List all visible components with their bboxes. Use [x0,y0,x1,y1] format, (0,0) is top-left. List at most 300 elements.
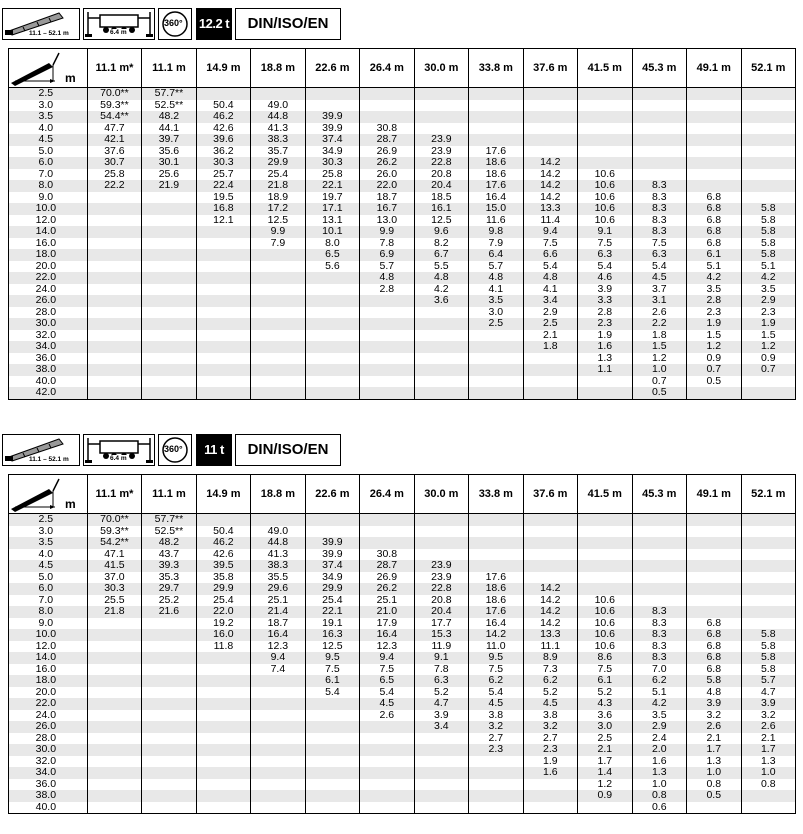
radius-boom-corner [9,49,88,88]
table-row [9,560,796,572]
capacity-cell [741,790,796,802]
capacity-cell: 11.6 [469,215,523,227]
capacity-cell [87,249,141,261]
chart-header [0,0,803,42]
capacity-cell: 34.9 [305,572,359,584]
capacity-cell: 2.7 [523,733,577,745]
capacity-cell [87,353,141,365]
capacity-cell: 6.8 [687,226,741,238]
capacity-cell: 9.8 [469,226,523,238]
capacity-cell: 5.8 [741,226,796,238]
capacity-cell: 54.4** [87,111,141,123]
capacity-cell: 17.9 [360,618,414,630]
capacity-cell: 2.5 [523,318,577,330]
capacity-cell: 6.3 [414,675,468,687]
boom-length-header: 30.0 m [414,49,468,88]
capacity-cell: 22.0 [196,606,250,618]
table-row [9,779,796,791]
capacity-cell: 16.7 [360,203,414,215]
table-row [9,123,796,135]
capacity-cell [687,802,741,814]
capacity-cell: 2.1 [523,330,577,342]
capacity-cell [687,387,741,399]
capacity-cell: 1.7 [741,744,796,756]
radius-cell: 10.0 [9,203,88,215]
capacity-cell [196,341,250,353]
capacity-cell: 20.4 [414,606,468,618]
capacity-cell [142,295,196,307]
capacity-cell [360,111,414,123]
capacity-cell: 25.2 [142,595,196,607]
capacity-cell [305,376,359,388]
capacity-cell [305,318,359,330]
capacity-cell: 6.8 [687,664,741,676]
capacity-cell: 6.1 [687,249,741,261]
capacity-cell [469,330,523,342]
capacity-cell: 25.4 [251,169,305,181]
capacity-cell: 18.6 [469,583,523,595]
capacity-cell: 18.7 [360,192,414,204]
capacity-cell [360,376,414,388]
radius-cell: 9.0 [9,192,88,204]
radius-cell: 24.0 [9,284,88,296]
radius-cell: 3.0 [9,526,88,538]
capacity-cell: 25.8 [305,169,359,181]
capacity-cell: 26.9 [360,572,414,584]
radius-unit: m [65,497,76,511]
capacity-cell [578,123,632,135]
capacity-cell: 0.5 [687,790,741,802]
capacity-cell: 5.2 [414,687,468,699]
capacity-cell: 12.5 [251,215,305,227]
capacity-cell [741,387,796,399]
capacity-cell: 6.8 [687,652,741,664]
capacity-cell [142,802,196,814]
capacity-cell [251,767,305,779]
capacity-cell: 59.3** [87,100,141,112]
capacity-cell: 2.9 [523,307,577,319]
capacity-cell [741,583,796,595]
capacity-cell [741,157,796,169]
radius-cell: 4.0 [9,549,88,561]
capacity-cell [251,387,305,399]
capacity-cell: 0.5 [687,376,741,388]
capacity-cell [87,192,141,204]
capacity-cell: 22.1 [305,606,359,618]
capacity-cell [196,226,250,238]
radius-cell: 28.0 [9,307,88,319]
capacity-cell: 7.8 [360,238,414,250]
capacity-cell [523,514,577,526]
capacity-cell: 9.4 [360,652,414,664]
capacity-cell [196,284,250,296]
capacity-cell: 10.6 [578,169,632,181]
capacity-cell: 5.4 [469,687,523,699]
capacity-cell: 4.8 [523,272,577,284]
capacity-cell [251,514,305,526]
capacity-cell: 30.1 [142,157,196,169]
radius-cell: 26.0 [9,721,88,733]
boom-length-header: 37.6 m [523,49,577,88]
capacity-cell [251,756,305,768]
boom-length-header: 49.1 m [687,49,741,88]
standard-label: DIN/ISO/EN [235,434,341,466]
capacity-cell: 8.3 [632,652,686,664]
capacity-cell: 8.3 [632,203,686,215]
capacity-cell: 5.8 [741,664,796,676]
capacity-cell: 13.3 [523,629,577,641]
boom-length-header: 52.1 m [741,475,796,514]
capacity-cell [196,710,250,722]
radius-cell: 9.0 [9,618,88,630]
capacity-cell: 13.3 [523,203,577,215]
capacity-cell: 8.3 [632,606,686,618]
capacity-cell [196,721,250,733]
capacity-cell: 2.6 [632,307,686,319]
capacity-cell [251,249,305,261]
radius-cell: 36.0 [9,779,88,791]
boom-length-header: 49.1 m [687,475,741,514]
capacity-cell [741,180,796,192]
capacity-cell: 3.7 [632,284,686,296]
capacity-cell [142,767,196,779]
capacity-cell: 30.3 [87,583,141,595]
capacity-cell [414,514,468,526]
capacity-cell [87,618,141,630]
slewing-range-icon [158,434,192,466]
capacity-cell [469,134,523,146]
capacity-cell [251,330,305,342]
capacity-cell: 1.8 [632,330,686,342]
table-row [9,157,796,169]
capacity-cell [87,284,141,296]
capacity-cell: 2.9 [632,721,686,733]
capacity-cell [578,537,632,549]
capacity-cell [632,583,686,595]
capacity-cell: 16.4 [251,629,305,641]
capacity-cell: 25.4 [305,595,359,607]
radius-cell: 38.0 [9,790,88,802]
boom-length-header: 14.9 m [196,475,250,514]
radius-cell: 3.0 [9,100,88,112]
capacity-cell [142,664,196,676]
radius-cell: 4.5 [9,134,88,146]
capacity-cell [687,134,741,146]
capacity-cell [142,710,196,722]
capacity-cell [305,341,359,353]
capacity-cell [87,767,141,779]
table-row [9,353,796,365]
radius-cell: 28.0 [9,733,88,745]
capacity-cell [741,606,796,618]
table-row [9,641,796,653]
capacity-cell: 8.3 [632,226,686,238]
capacity-cell: 41.5 [87,560,141,572]
capacity-cell [142,675,196,687]
capacity-cell [87,295,141,307]
capacity-cell: 14.2 [469,629,523,641]
capacity-cell: 4.8 [687,687,741,699]
capacity-cell: 4.7 [414,698,468,710]
capacity-cell: 9.1 [578,226,632,238]
capacity-cell [360,387,414,399]
capacity-cell [87,790,141,802]
capacity-cell: 1.4 [578,767,632,779]
capacity-cell: 0.6 [632,802,686,814]
capacity-cell [741,134,796,146]
capacity-cell: 4.1 [523,284,577,296]
table-row [9,376,796,388]
capacity-cell [196,744,250,756]
capacity-cell [196,330,250,342]
capacity-cell [251,779,305,791]
capacity-cell [414,318,468,330]
capacity-cell [142,387,196,399]
capacity-cell [469,767,523,779]
capacity-cell: 29.9 [196,583,250,595]
table-row [9,318,796,330]
capacity-cell: 5.4 [632,261,686,273]
capacity-cell: 4.8 [414,272,468,284]
capacity-cell [414,100,468,112]
capacity-cell: 18.5 [414,192,468,204]
capacity-cell: 39.9 [305,549,359,561]
capacity-cell [469,790,523,802]
capacity-cell [741,376,796,388]
table-row [9,169,796,181]
capacity-cell: 3.9 [414,710,468,722]
capacity-cell: 4.8 [360,272,414,284]
capacity-cell: 10.6 [578,215,632,227]
table-row [9,180,796,192]
load-chart-12-2t [0,0,803,398]
capacity-cell [741,537,796,549]
capacity-cell: 17.2 [251,203,305,215]
capacity-cell: 44.1 [142,123,196,135]
capacity-cell: 3.8 [469,710,523,722]
capacity-cell [142,192,196,204]
capacity-cell: 39.9 [305,111,359,123]
capacity-cell [87,652,141,664]
capacity-cell: 39.9 [305,123,359,135]
capacity-cell: 3.2 [469,721,523,733]
capacity-cell [414,756,468,768]
capacity-cell [251,376,305,388]
capacity-cell [469,341,523,353]
capacity-cell: 5.1 [687,261,741,273]
radius-cell: 2.5 [9,88,88,100]
capacity-cell: 10.6 [578,629,632,641]
capacity-cell: 3.0 [578,721,632,733]
capacity-cell: 43.7 [142,549,196,561]
outrigger-span: 6.4 m [110,29,127,36]
capacity-cell: 50.4 [196,100,250,112]
boom-length-header: 45.3 m [632,49,686,88]
capacity-cell [578,572,632,584]
capacity-cell [523,123,577,135]
capacity-cell [251,272,305,284]
capacity-cell [251,790,305,802]
boom-length-header: 11.1 m [142,475,196,514]
radius-cell: 34.0 [9,767,88,779]
capacity-cell: 14.2 [523,180,577,192]
capacity-cell [578,583,632,595]
capacity-cell: 23.9 [414,146,468,158]
table-row [9,767,796,779]
boom-length-header: 33.8 m [469,49,523,88]
capacity-cell [360,330,414,342]
capacity-cell: 70.0** [87,514,141,526]
capacity-cell [469,802,523,814]
capacity-cell: 29.9 [251,157,305,169]
radius-cell: 7.0 [9,595,88,607]
capacity-cell: 22.1 [305,180,359,192]
radius-cell: 6.0 [9,157,88,169]
capacity-cell [578,100,632,112]
boom-length-range: 11.1 – 52.1 m [29,30,69,37]
capacity-cell [687,583,741,595]
capacity-cell [251,698,305,710]
capacity-cell [741,526,796,538]
boom-length-header: 11.1 m [142,49,196,88]
capacity-cell: 21.8 [87,606,141,618]
table-row [9,364,796,376]
capacity-cell [87,802,141,814]
capacity-cell: 35.5 [251,572,305,584]
table-row [9,215,796,227]
capacity-cell [142,733,196,745]
capacity-cell [142,307,196,319]
capacity-cell: 14.2 [523,583,577,595]
capacity-cell: 5.1 [632,687,686,699]
capacity-cell [414,341,468,353]
capacity-cell [360,802,414,814]
capacity-cell [632,526,686,538]
capacity-cell [142,203,196,215]
radius-cell: 4.5 [9,560,88,572]
capacity-cell: 4.5 [469,698,523,710]
capacity-cell [196,779,250,791]
capacity-cell [469,779,523,791]
capacity-cell [578,134,632,146]
radius-cell: 40.0 [9,802,88,814]
capacity-cell [523,111,577,123]
capacity-cell: 22.8 [414,157,468,169]
capacity-cell: 2.3 [741,307,796,319]
capacity-cell: 4.3 [578,698,632,710]
capacity-cell: 54.2** [87,537,141,549]
capacity-cell [87,261,141,273]
capacity-cell: 15.3 [414,629,468,641]
capacity-cell [87,376,141,388]
table-row [9,733,796,745]
capacity-cell: 7.5 [305,664,359,676]
capacity-cell: 8.0 [305,238,359,250]
capacity-cell [469,549,523,561]
capacity-cell [196,272,250,284]
capacity-cell [469,111,523,123]
capacity-cell: 16.3 [305,629,359,641]
capacity-cell: 47.7 [87,123,141,135]
radius-cell: 18.0 [9,249,88,261]
capacity-cell [305,767,359,779]
outrigger-span: 6.4 m [110,455,127,462]
capacity-cell [142,261,196,273]
capacity-cell [305,744,359,756]
capacity-cell: 29.7 [142,583,196,595]
radius-cell: 36.0 [9,353,88,365]
table-row [9,203,796,215]
capacity-cell: 2.9 [741,295,796,307]
capacity-cell [251,802,305,814]
capacity-cell: 52.5** [142,100,196,112]
capacity-cell: 2.8 [360,284,414,296]
capacity-cell: 8.3 [632,180,686,192]
capacity-cell: 3.5 [632,710,686,722]
outrigger-base-icon [83,8,155,40]
outrigger-base-icon [83,434,155,466]
capacity-cell: 36.2 [196,146,250,158]
capacity-cell [741,111,796,123]
capacity-cell: 16.4 [360,629,414,641]
capacity-cell [469,353,523,365]
capacity-cell [360,514,414,526]
capacity-cell [414,744,468,756]
capacity-cell [87,226,141,238]
capacity-cell: 5.4 [360,687,414,699]
table-row [9,664,796,676]
capacity-cell [196,664,250,676]
capacity-cell [523,387,577,399]
capacity-cell [469,88,523,100]
capacity-cell: 6.5 [360,675,414,687]
capacity-cell: 1.5 [687,330,741,342]
capacity-cell [578,514,632,526]
capacity-cell [142,318,196,330]
radius-cell: 30.0 [9,318,88,330]
capacity-cell [142,641,196,653]
capacity-cell: 6.2 [632,675,686,687]
capacity-cell [305,733,359,745]
table-row [9,134,796,146]
boom-length-header: 41.5 m [578,475,632,514]
radius-cell: 12.0 [9,641,88,653]
capacity-cell [687,595,741,607]
capacity-cell: 7.5 [523,238,577,250]
table-row [9,272,796,284]
capacity-cell: 9.4 [251,652,305,664]
capacity-cell [578,560,632,572]
capacity-cell: 10.1 [305,226,359,238]
capacity-cell [414,790,468,802]
capacity-cell: 17.6 [469,606,523,618]
capacity-cell [469,537,523,549]
capacity-cell: 1.2 [687,341,741,353]
capacity-cell: 6.8 [687,238,741,250]
capacity-cell: 25.1 [360,595,414,607]
table-row [9,387,796,399]
capacity-cell: 4.2 [414,284,468,296]
boom-length-header: 18.8 m [251,49,305,88]
capacity-cell: 2.6 [360,710,414,722]
capacity-cell: 5.7 [469,261,523,273]
capacity-cell: 3.9 [741,698,796,710]
capacity-cell: 17.6 [469,572,523,584]
capacity-cell: 20.8 [414,595,468,607]
capacity-cell: 16.4 [469,192,523,204]
capacity-cell [142,215,196,227]
capacity-cell [414,88,468,100]
